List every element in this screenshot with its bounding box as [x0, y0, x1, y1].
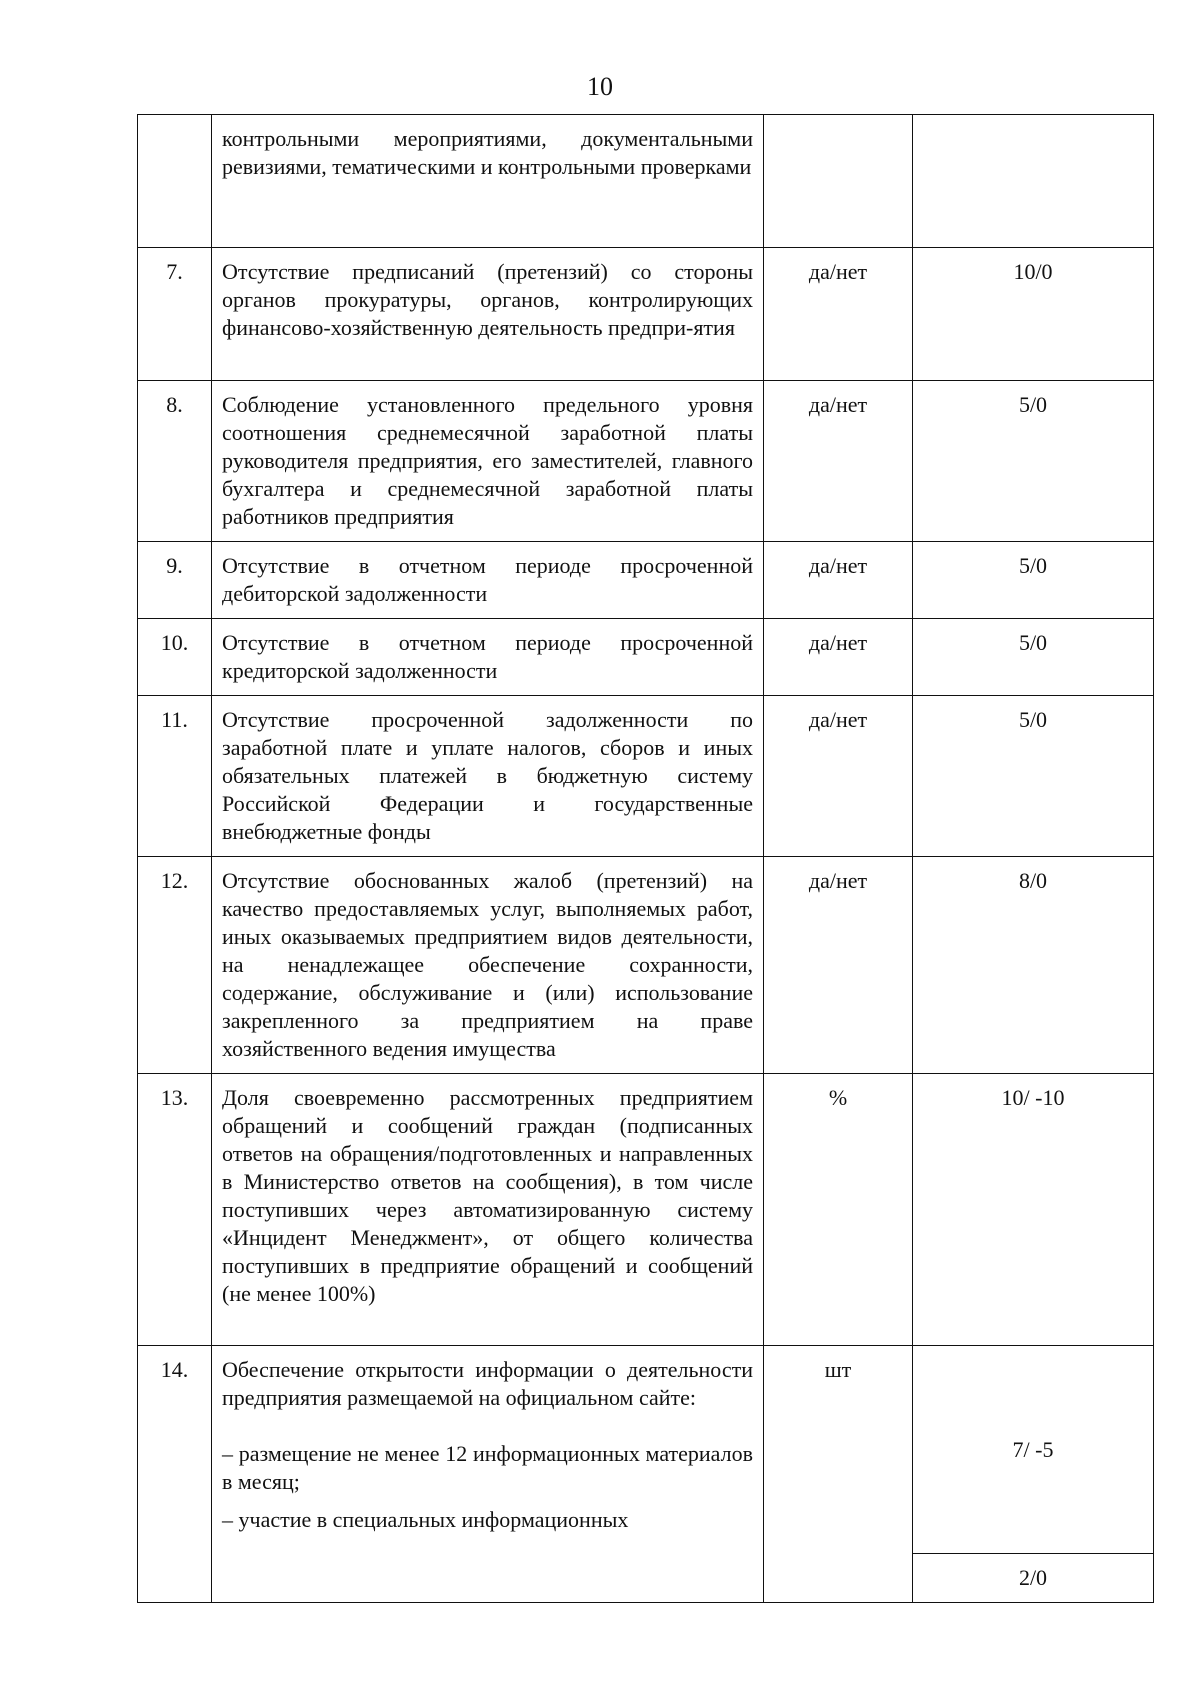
row-points: 5/0	[913, 619, 1154, 696]
row-unit: да/нет	[764, 542, 913, 619]
row-description: Отсутствие в отчетном периоде просроченной кредиторской задолженности	[212, 619, 764, 696]
table-row	[138, 1346, 1154, 1603]
row-points: 10/ -10	[913, 1074, 1154, 1346]
row-description: Отсутствие обоснованных жалоб (претензий) на качество предоставляемых услуг, выполняемых работ, иных оказываемых предприятием видов деятельности, на ненадлежащее обеспечение сохранности, содержание, обслуживание и (или) использование закрепленного за предприятием на праве хозяйственного ведения имущества	[212, 857, 764, 1074]
row-number: 8.	[138, 381, 212, 542]
row-points	[913, 115, 1154, 248]
row-points	[913, 1346, 1154, 1603]
row-number: 9.	[138, 542, 212, 619]
row-number: 14.	[138, 1346, 212, 1603]
row-description: Отсутствие в отчетном периоде просроченной дебиторской задолженности	[212, 542, 764, 619]
row-unit	[764, 115, 913, 248]
row-description: Отсутствие просроченной задолженности по заработной плате и уплате налогов, сборов и иных обязательных платежей в бюджетную систему Российской Федерации и государственные внебюджетные фонды	[212, 696, 764, 857]
row-description-intro: Обеспечение открытости информации о деятельности предприятия размещаемой на официальном сайте:	[222, 1357, 753, 1410]
row-unit: да/нет	[764, 248, 913, 381]
table-row	[138, 381, 1154, 542]
row-number: 12.	[138, 857, 212, 1074]
row-description: Отсутствие предписаний (претензий) со стороны органов прокуратуры, органов, контролирующих финансово-хозяйственную деятельность предпри-ятия	[212, 248, 764, 381]
row-description-item: – участие в специальных информационных	[222, 1507, 629, 1532]
row-unit: да/нет	[764, 619, 913, 696]
table-row	[138, 542, 1154, 619]
row-points: 10/0	[913, 248, 1154, 381]
row-number: 7.	[138, 248, 212, 381]
row-number: 11.	[138, 696, 212, 857]
table-row	[138, 619, 1154, 696]
row-description-item: – размещение не менее 12 информационных материалов в месяц;	[222, 1441, 753, 1494]
table-row	[138, 857, 1154, 1074]
row-unit: да/нет	[764, 696, 913, 857]
row-points: 5/0	[913, 542, 1154, 619]
row-description: Соблюдение установленного предельного уровня соотношения среднемесячной заработной платы руководителя предприятия, его заместителей, главного бухгалтера и среднемесячной заработной платы работников предприятия	[212, 381, 764, 542]
row-points-secondary: 2/0	[913, 1553, 1153, 1602]
table-row	[138, 115, 1154, 248]
row-number: 10.	[138, 619, 212, 696]
criteria-table	[137, 114, 1154, 1603]
table-row	[138, 696, 1154, 857]
row-unit: %	[764, 1074, 913, 1346]
row-description	[212, 1346, 764, 1603]
page-number: 10	[587, 72, 613, 101]
row-description: Доля своевременно рассмотренных предприятием обращений и сообщений граждан (подписанных ответов на обращения/подготовленных и направленных в Министерство ответов на сообщения), в том числе поступивших через автоматизированную систему «Инцидент Менеджмент», от общего количества поступивших в предприятие обращений и сообщений (не менее 100%)	[212, 1074, 764, 1346]
table-row	[138, 1074, 1154, 1346]
row-points-primary: 7/ -5	[1012, 1436, 1054, 1462]
row-points: 8/0	[913, 857, 1154, 1074]
row-unit: шт	[764, 1346, 913, 1603]
row-number: 13.	[138, 1074, 212, 1346]
table-row	[138, 248, 1154, 381]
row-points: 5/0	[913, 381, 1154, 542]
row-number	[138, 115, 212, 248]
row-description: контрольными мероприятиями, документальными ревизиями, тематическими и контрольными проверками	[212, 115, 764, 248]
row-points: 5/0	[913, 696, 1154, 857]
row-unit: да/нет	[764, 857, 913, 1074]
row-unit: да/нет	[764, 381, 913, 542]
